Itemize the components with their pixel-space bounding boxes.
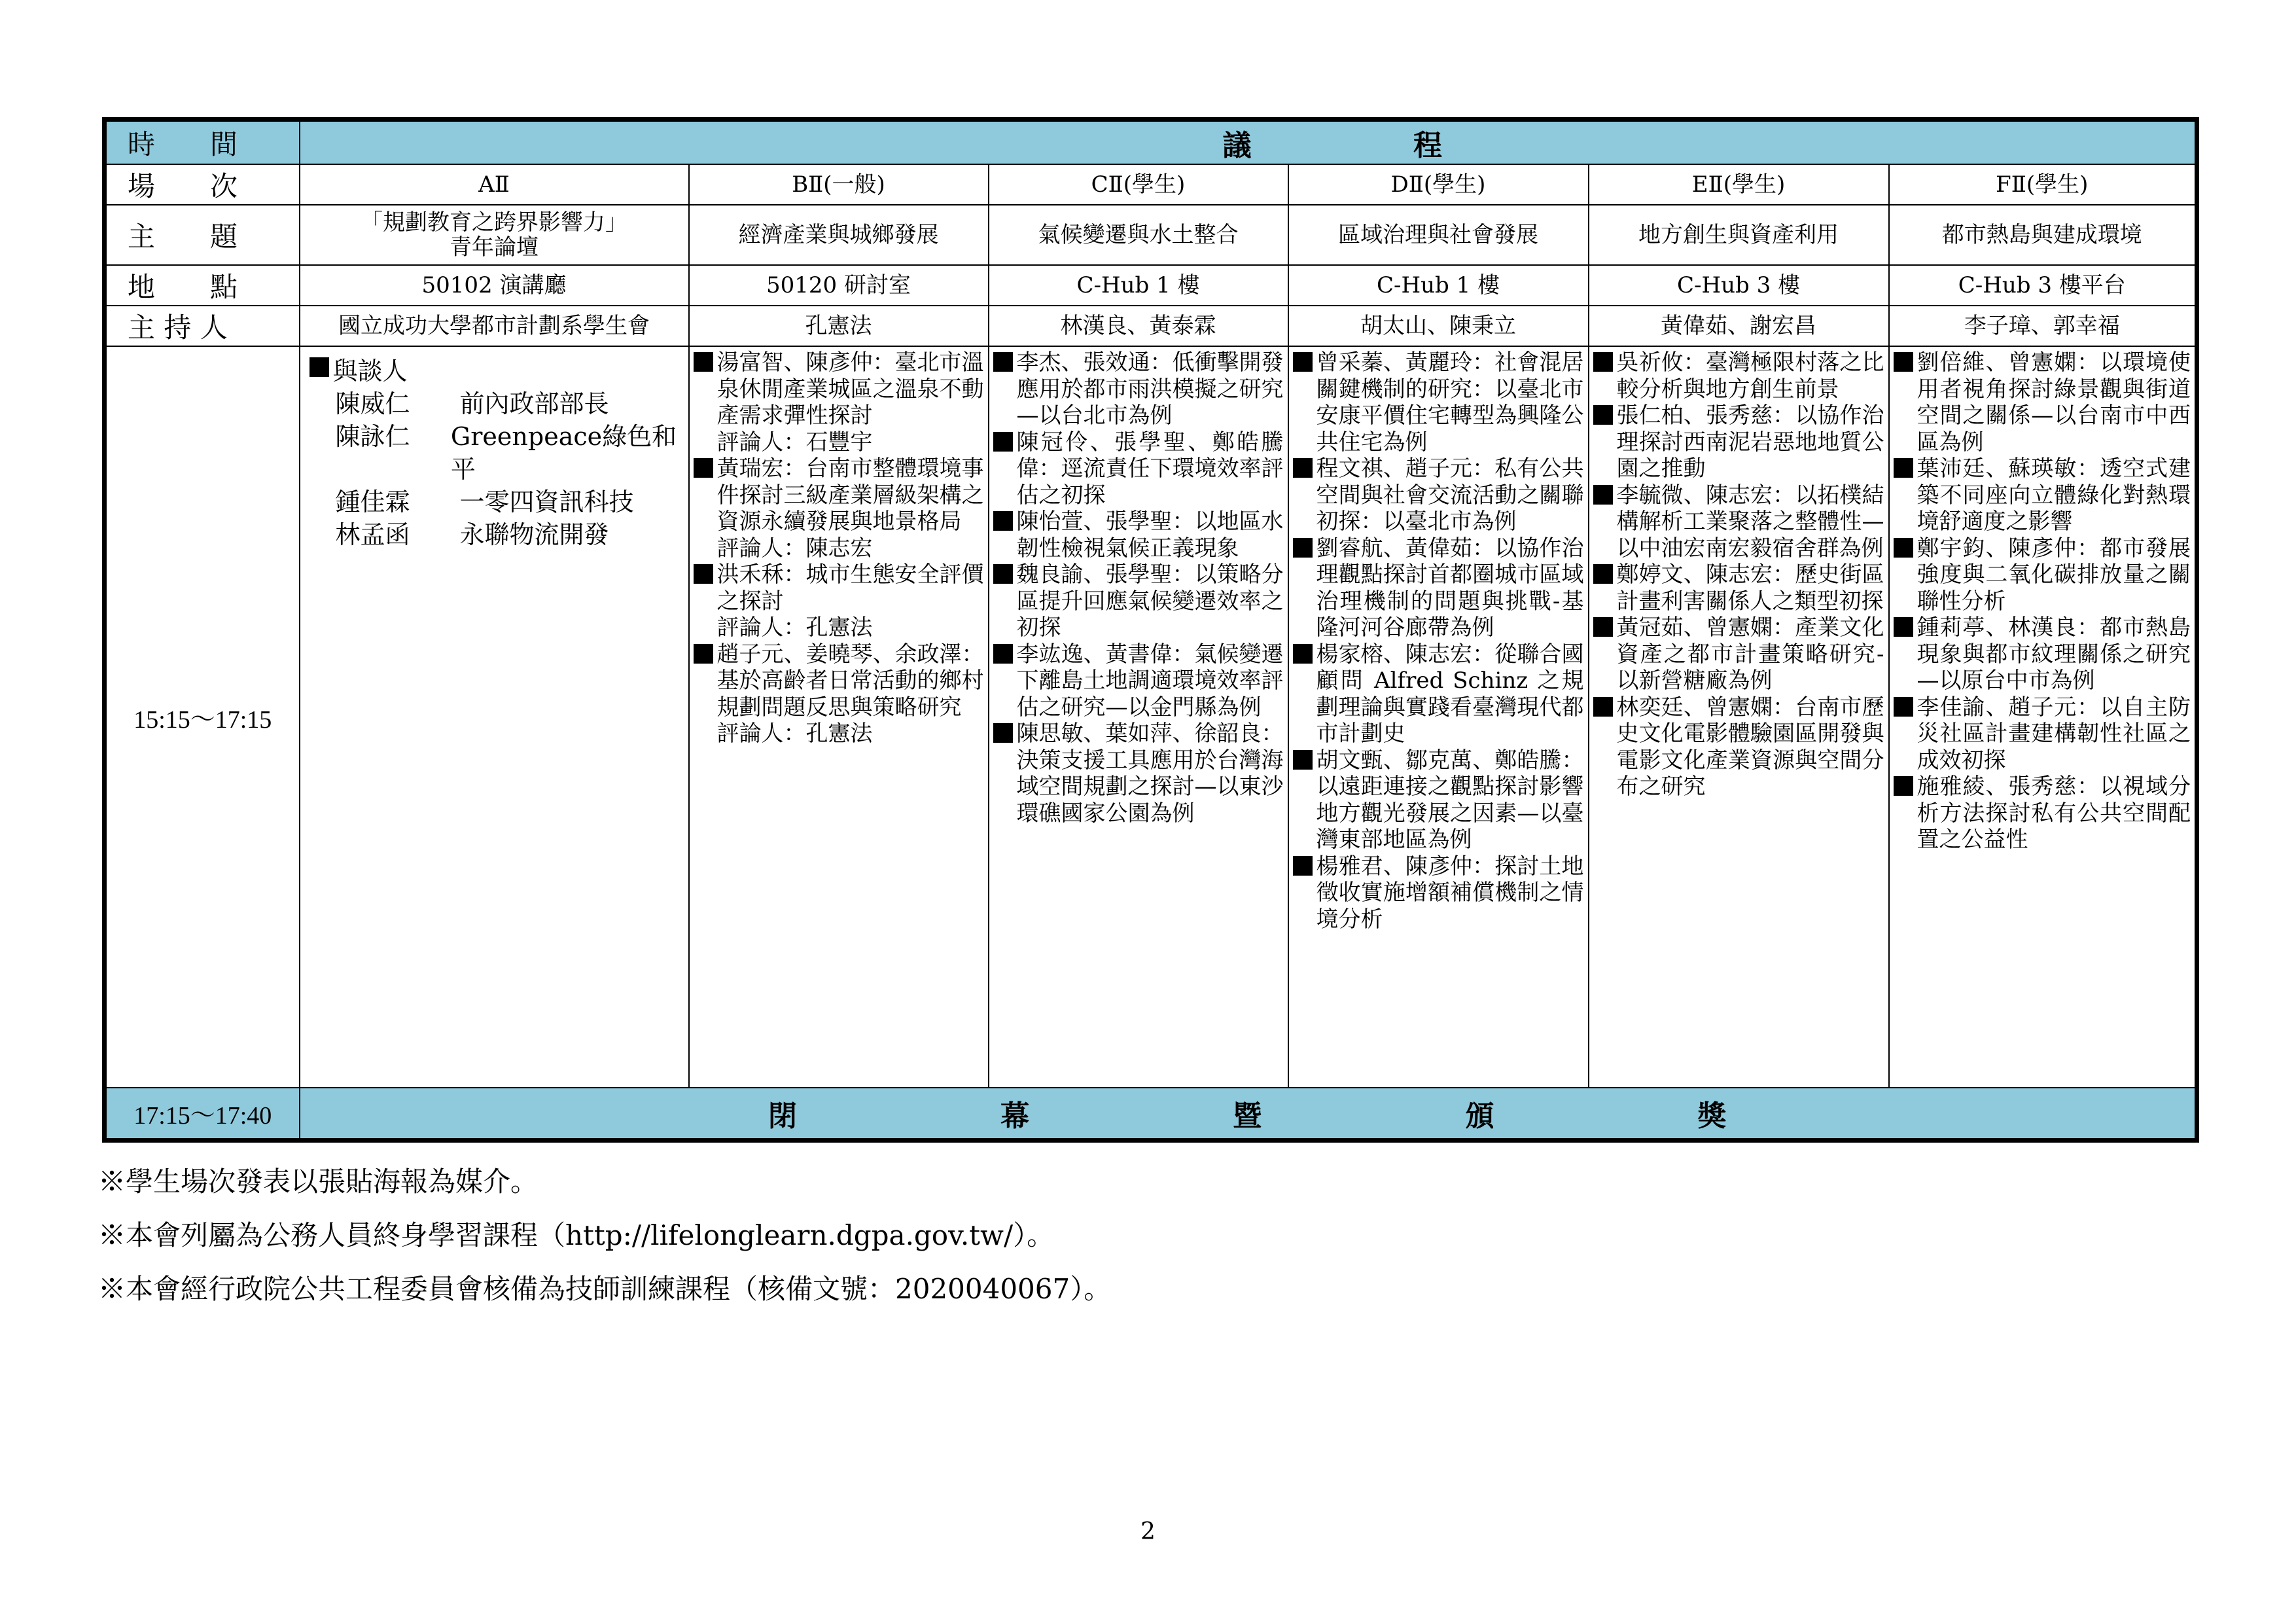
paper-title: 陳思敏、葉如萍、徐韶良：決策支援工具應用於台灣海域空間規劃之探討—以東沙環礁國家公園為例: [1016, 721, 1284, 827]
paper-title: 黃瑞宏：台南市整體環境事件探討三級產業層級架構之資源永續發展與地景格局: [716, 455, 984, 535]
paper-title: 趙子元、姜曉琴、余政澤：基於高齡者日常活動的鄉村規劃問題反思與策略研究: [716, 641, 984, 721]
slot-a: [300, 346, 689, 1088]
paper-item: [1593, 562, 1884, 615]
paper-title: 程文祺、趙子元：私有公共空間與社會交流活動之關聯初探：以臺北市為例: [1316, 455, 1584, 535]
paper-item: [993, 508, 1284, 562]
header-row: [105, 120, 2197, 165]
paper-item: [993, 562, 1284, 641]
paper-item: [1593, 615, 1884, 694]
closing-time: 17:15～17:40: [105, 1088, 300, 1140]
paper-item: [694, 562, 984, 615]
bullet-square-icon: [1293, 538, 1313, 558]
closing-row: [105, 1088, 2197, 1140]
notes: [98, 1155, 1111, 1316]
location-f: C-Hub 3 樓平台: [1889, 265, 2197, 306]
paper-item: [1894, 615, 2191, 694]
location-label-cell: [105, 265, 300, 306]
slot-time: 15:15～17:15: [105, 346, 300, 1088]
reviewer: 評論人：陳志宏: [716, 535, 873, 562]
panelist: [309, 420, 682, 486]
reviewer: 評論人：孔憲法: [716, 615, 873, 641]
panelist-title: 前內政部部長: [459, 389, 609, 418]
bullet-square-icon: [1593, 564, 1613, 584]
bullet-square-icon: [1894, 352, 1913, 372]
slot-f: [1889, 346, 2197, 1088]
paper-title: 胡文甄、鄒克萬、鄭皓騰：以遠距連接之觀點探討影響地方觀光發展之因素—以臺灣東部地區為例: [1316, 747, 1584, 853]
theme-f: 都市熱島與建成環境: [1889, 205, 2197, 265]
session-d: DⅡ(學生): [1288, 164, 1589, 205]
session-f: FⅡ(學生): [1889, 164, 2197, 205]
bullet-square-icon: [1293, 856, 1313, 876]
paper-title: 黃冠茹、曾憲嫻：產業文化資產之都市計畫策略研究-以新營糖廠為例: [1616, 615, 1884, 694]
bullet-square-icon: [309, 357, 329, 377]
bullet-square-icon: [1894, 776, 1913, 796]
paper-item: [993, 429, 1284, 509]
paper-item: [1593, 694, 1884, 800]
host-label: 主 持 人: [128, 312, 228, 344]
host-d: 胡太山、陳秉立: [1288, 306, 1589, 346]
reviewer: 評論人：石豐宇: [716, 429, 873, 455]
bullet-square-icon: [1293, 352, 1313, 372]
agenda-table: [102, 117, 2199, 1143]
panelist-title: 一零四資訊科技: [459, 488, 634, 516]
panelist: [309, 387, 682, 420]
slot-d: [1288, 346, 1589, 1088]
bullet-square-icon: [694, 458, 713, 478]
location-d: C-Hub 1 樓: [1288, 265, 1589, 306]
closing-char: 頒: [1465, 1099, 1494, 1133]
host-a: 國立成功大學都市計劃系學生會: [300, 306, 689, 346]
paper-item: [1894, 774, 2191, 853]
paper-title: 陳怡萱、張學聖：以地區水韌性檢視氣候正義現象: [1016, 508, 1284, 562]
bullet-square-icon: [694, 564, 713, 584]
host-f: 李子璋、郭幸福: [1889, 306, 2197, 346]
note-2: ※本會列屬為公務人員終身學習課程（http://lifelonglearn.dgpa.gov.tw/）。: [98, 1219, 1055, 1251]
closing-char: 閉: [768, 1099, 798, 1133]
paper-item: [1894, 455, 2191, 535]
bullet-square-icon: [1894, 458, 1913, 478]
panelist-name: 林孟函: [335, 520, 410, 549]
reviewer: 評論人：孔憲法: [716, 721, 873, 747]
closing-char: 幕: [1000, 1099, 1030, 1133]
panelist-title: Greenpeace綠色和平: [450, 422, 677, 484]
agenda-header: [300, 120, 2197, 165]
paper-title: 林奕廷、曾憲嫻：台南市歷史文化電影體驗園區開發與電影文化產業資源與空間分布之研究: [1616, 694, 1884, 800]
host-row: [105, 306, 2197, 346]
paper-title: 魏良諭、張學聖：以策略分區提升回應氣候變遷效率之初探: [1016, 562, 1284, 641]
location-row: [105, 265, 2197, 306]
panelist-name: 鍾佳霖: [335, 488, 410, 516]
theme-row: [105, 205, 2197, 265]
paper-title: 施雅綾、張秀慈：以視域分析方法探討私有公共空間配置之公益性: [1916, 774, 2191, 853]
paper-title: 李佳諭、趙子元：以自主防災社區計畫建構韌性社區之成效初探: [1916, 694, 2191, 774]
paper-item: [1894, 694, 2191, 774]
panelist: [309, 486, 682, 518]
bullet-square-icon: [993, 352, 1013, 372]
panel-heading-text: 與談人: [332, 357, 408, 385]
closing-char: 獎: [1697, 1099, 1727, 1133]
paper-item: [694, 455, 984, 535]
bullet-square-icon: [1293, 644, 1313, 664]
session-row: [105, 164, 2197, 205]
host-label-cell: [105, 306, 300, 346]
paper-title: 洪禾秝：城市生態安全評價之探討: [716, 562, 984, 615]
panelist-title: 永聯物流開發: [459, 520, 609, 549]
agenda-sheet: [102, 117, 2195, 1132]
paper-item: [1293, 349, 1584, 455]
bullet-square-icon: [993, 644, 1013, 664]
paper-title: 鍾莉葶、林漢良：都市熱島現象與都市紋理關係之研究—以原台中市為例: [1916, 615, 2191, 694]
bullet-square-icon: [1593, 485, 1613, 505]
closing-title: [300, 1088, 2197, 1140]
paper-item: [1593, 349, 1884, 402]
theme-d: 區域治理與社會發展: [1288, 205, 1589, 265]
location-e: C-Hub 3 樓: [1589, 265, 1889, 306]
paper-title: 曾采蓁、黃麗玲：社會混居關鍵機制的研究：以臺北市安康平價住宅轉型為興隆公共住宅為例: [1316, 349, 1584, 455]
theme-c: 氣候變遷與水土整合: [989, 205, 1288, 265]
session-a: AⅡ: [300, 164, 689, 205]
location-label: 地 點: [128, 271, 238, 303]
paper-title: 鄭宇鈞、陳彥仲：都市發展強度與二氧化碳排放量之關聯性分析: [1916, 535, 2191, 615]
paper-item: [694, 641, 984, 721]
paper-item: [1894, 349, 2191, 455]
paper-item: [1894, 535, 2191, 615]
paper-title: 葉沛廷、蘇瑛敏：透空式建築不同座向立體綠化對熱環境舒適度之影響: [1916, 455, 2191, 535]
paper-title: 李杰、張效通：低衝擊開發應用於都市雨洪模擬之研究—以台北市為例: [1016, 349, 1284, 429]
paper-item: [1293, 641, 1584, 747]
bullet-square-icon: [694, 644, 713, 664]
paper-title: 鄭婷文、陳志宏：歷史街區計畫利害關係人之類型初探: [1616, 562, 1884, 615]
bullet-square-icon: [1894, 617, 1913, 637]
paper-title: 楊雅君、陳彥仲：探討土地徵收實施增額補償機制之情境分析: [1316, 853, 1584, 933]
paper-title: 劉倍維、曾憲嫻：以環境使用者視角探討綠景觀與街道空間之關係—以台南市中西區為例: [1916, 349, 2191, 455]
host-e: 黃偉茹、謝宏昌: [1589, 306, 1889, 346]
paper-title: 李毓微、陳志宏：以拓樸結構解析工業聚落之整體性—以中油宏南宏毅宿舍群為例: [1616, 482, 1884, 562]
bullet-square-icon: [1593, 405, 1613, 425]
bullet-square-icon: [1593, 352, 1613, 372]
paper-title: 劉睿航、黃偉茹：以協作治理觀點探討首都圈城市區域治理機制的問題與挑戰-基隆河河谷廊帶為例: [1316, 535, 1584, 641]
bullet-square-icon: [1293, 750, 1313, 770]
paper-title: 湯富智、陳彥仲：臺北市溫泉休閒產業城區之溫泉不動產需求彈性探討: [716, 349, 984, 429]
panelist: [309, 518, 682, 551]
paper-item: [1593, 402, 1884, 482]
panel-heading: [309, 355, 682, 387]
slot-b: [689, 346, 989, 1088]
time-header: [105, 120, 300, 165]
paper-item: [993, 641, 1284, 721]
paper-item: [1593, 482, 1884, 562]
panel-list: [304, 349, 684, 551]
agenda-char-1: 議: [1222, 129, 1252, 162]
paper-title: 張仁柏、張秀慈：以協作治理探討西南泥岩惡地地質公園之推動: [1616, 402, 1884, 482]
theme-a: 「規劃教育之跨界影響力」 青年論壇: [300, 205, 689, 265]
time-label: 時 間: [128, 128, 238, 160]
bullet-square-icon: [993, 511, 1013, 531]
session-label-cell: [105, 164, 300, 205]
location-a: 50102 演講廳: [300, 265, 689, 306]
paper-item: [1293, 853, 1584, 933]
theme-label-cell: [105, 205, 300, 265]
paper-title: 李竑逸、黃書偉：氣候變遷下離島土地調適環境效率評估之研究—以金門縣為例: [1016, 641, 1284, 721]
agenda-char-2: 程: [1413, 129, 1443, 162]
paper-item: [694, 349, 984, 429]
bullet-square-icon: [993, 564, 1013, 584]
paper-title: 陳冠伶、張學聖、鄭皓騰偉：逕流責任下環境效率評估之初探: [1016, 429, 1284, 508]
location-c: C-Hub 1 樓: [989, 265, 1288, 306]
session-b: BⅡ(一般): [689, 164, 989, 205]
bullet-square-icon: [1293, 458, 1313, 478]
session-c: CⅡ(學生): [989, 164, 1288, 205]
paper-title: 吳祈攸：臺灣極限村落之比較分析與地方創生前景: [1616, 349, 1884, 402]
bullet-square-icon: [1894, 538, 1913, 558]
paper-item: [1293, 535, 1584, 641]
session-e: EⅡ(學生): [1589, 164, 1889, 205]
slot-c: [989, 346, 1288, 1088]
panelist-name: 陳詠仁: [335, 422, 410, 451]
theme-b: 經濟產業與城鄉發展: [689, 205, 989, 265]
paper-title: 楊家榕、陳志宏：從聯合國顧問 Alfred Schinz 之規劃理論與實踐看臺灣現代都市計劃史: [1316, 641, 1584, 747]
panelist-name: 陳威仁: [335, 389, 410, 418]
host-b: 孔憲法: [689, 306, 989, 346]
page-number: 2: [1140, 1518, 1156, 1545]
bullet-square-icon: [1593, 617, 1613, 637]
bullet-square-icon: [1593, 697, 1613, 717]
slot-e: [1589, 346, 1889, 1088]
slot-row: [105, 346, 2197, 1088]
paper-item: [993, 349, 1284, 429]
bullet-square-icon: [1894, 697, 1913, 717]
session-label: 場 次: [128, 170, 238, 202]
host-c: 林漢良、黃泰霖: [989, 306, 1288, 346]
bullet-square-icon: [993, 432, 1013, 452]
theme-label: 主 題: [128, 221, 238, 253]
location-b: 50120 研討室: [689, 265, 989, 306]
bullet-square-icon: [993, 723, 1013, 743]
closing-char: 暨: [1233, 1099, 1262, 1133]
paper-item: [1293, 455, 1584, 535]
note-3: ※本會經行政院公共工程委員會核備為技師訓練課程（核備文號：2020040067）。: [98, 1273, 1112, 1305]
paper-item: [1293, 747, 1584, 853]
bullet-square-icon: [694, 352, 713, 372]
theme-e: 地方創生與資產利用: [1589, 205, 1889, 265]
paper-item: [993, 721, 1284, 827]
note-1: ※學生場次發表以張貼海報為媒介。: [98, 1166, 539, 1198]
